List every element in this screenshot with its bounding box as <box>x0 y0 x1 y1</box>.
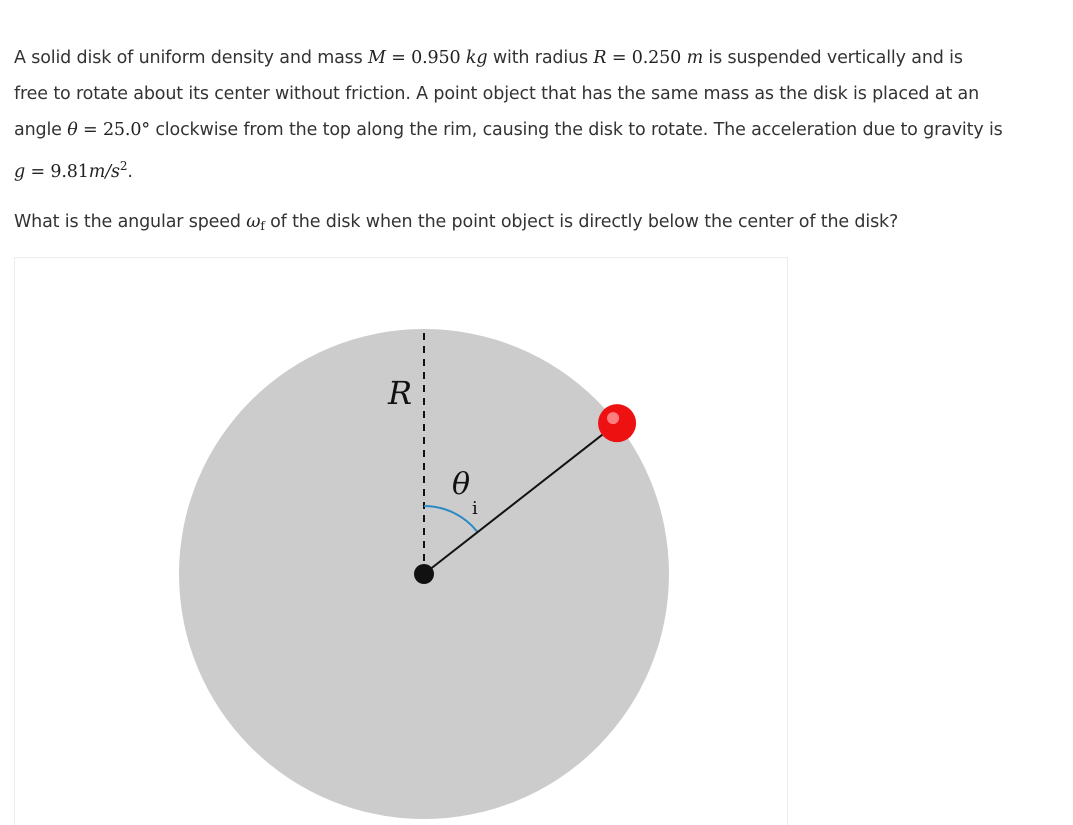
radius-expression: R = 0.250 m <box>593 48 704 68</box>
question-line-2: free to rotate about its center without friction. A point object that has the same mass as the disk is placed at an <box>14 84 980 104</box>
omega-final-symbol: $\omega_f$ <box>246 212 265 233</box>
mass-expression: M = 0.950 kg <box>368 48 488 68</box>
point-object-highlight <box>607 412 619 424</box>
figure-panel <box>14 257 788 825</box>
question-text <box>14 40 1054 190</box>
center-pivot <box>414 564 434 584</box>
question-line-1: A solid disk of uniform density and mass M = 0.950 kg with radius R = 0.250 m is suspended vertically and is <box>14 48 963 68</box>
question-line-3: angle θ = 25.0° clockwise from the top along the rim, causing the disk to rotate. The acceleration due to gravity is <box>14 120 1003 140</box>
question-prompt: What is the angular speed $\omega_f$ of the disk when the point object is directly below the center of the disk? <box>14 212 899 233</box>
point-object <box>598 404 636 442</box>
angle-expression: θ = 25.0° <box>67 120 150 140</box>
theta-subscript: i <box>472 498 478 519</box>
disk-figure <box>15 258 789 825</box>
question-line-4: $g = 9.81m/s^2$. <box>14 159 133 182</box>
radius-label: R <box>388 374 413 412</box>
theta-label: θ <box>452 467 471 502</box>
gravity-expression: $g = 9.81m/s^2$ <box>14 159 128 182</box>
